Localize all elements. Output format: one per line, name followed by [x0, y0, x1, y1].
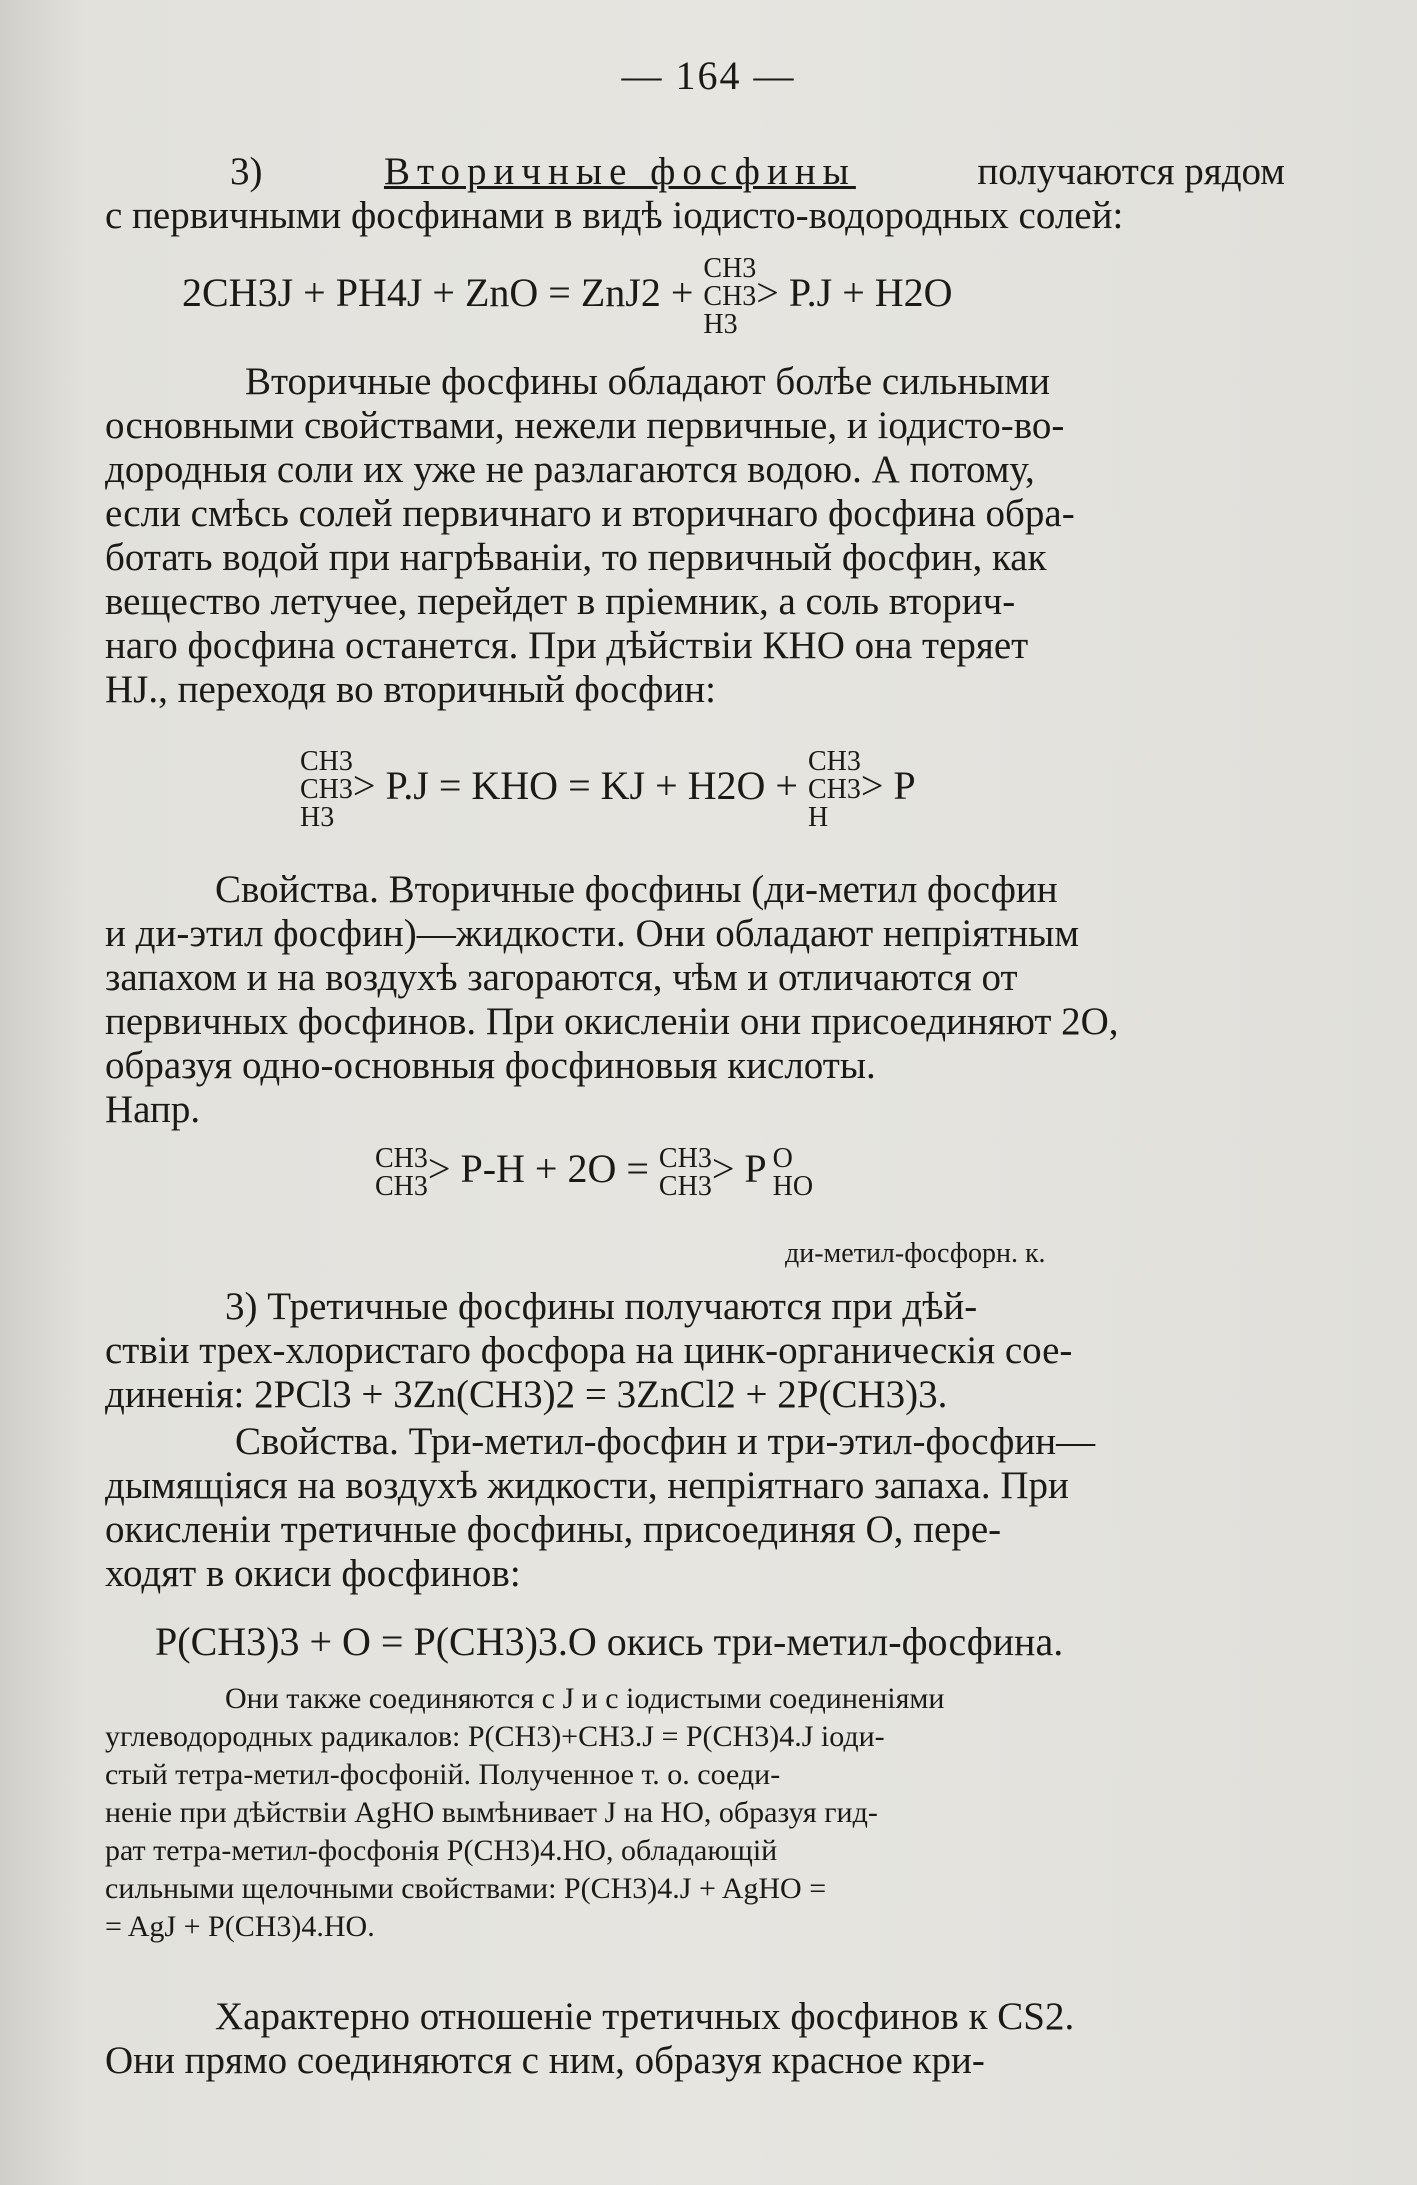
text-fragment: ствіи трех-хлористаго фосфора на цинк-органическія сое-	[105, 1329, 1073, 1372]
text-fragment: Характерно отношеніе третичных фосфинов к CS2.	[215, 1995, 1075, 2038]
text-fragment: окисленіи третичные фосфины, присоединяя О, пере-	[105, 1508, 1002, 1551]
stack-bot: H3	[300, 802, 335, 833]
stack-bot: H3	[703, 309, 738, 340]
stack-bot: CH3	[658, 1171, 712, 1202]
secondary-intro	[105, 150, 1285, 238]
text-fragment: Свойства. Три-метил-фосфин и три-этил-фосфин—	[235, 1420, 1096, 1463]
text-line	[105, 1373, 1285, 1417]
text-line	[105, 1870, 1285, 1908]
text-fragment: основными свойствами, нежели первичные, и іодисто-во-	[105, 404, 1065, 447]
formula-4: P(CH3)3 + O = P(CH3)3.O окись три-метил-фосфина.	[155, 1619, 1064, 1664]
formula-1	[182, 255, 953, 339]
text-fragment: получаются рядом	[967, 150, 1285, 193]
text-fragment: Они прямо соединяются с ним, образуя красное кри-	[105, 2039, 985, 2082]
text-line	[105, 868, 1285, 912]
text-line	[105, 404, 1285, 448]
text-line	[105, 912, 1285, 956]
tertiary-intro	[105, 1285, 1285, 1417]
text-line	[105, 150, 1285, 194]
text-line	[105, 1832, 1285, 1870]
formula-text: 2CH3J + PH4J + ZnO = ZnJ2 +	[182, 270, 704, 316]
branch-top: O	[772, 1143, 793, 1174]
text-fragment: первичных фосфинов. При окисленіи они присоединяют 2О,	[105, 1000, 1119, 1043]
text-fragment: если смѣсь солей первичнаго и вторичнаго фосфина обра-	[105, 492, 1075, 535]
text-line	[105, 1000, 1285, 1044]
stack-top: CH3	[703, 253, 757, 284]
text-line	[105, 1508, 1285, 1552]
page-number: — 164 —	[621, 53, 796, 98]
text-line	[105, 1044, 1285, 1088]
closing-paragraph	[105, 1995, 1285, 2083]
stack-bot: H	[807, 802, 829, 833]
formula-stack	[659, 1145, 712, 1201]
formula-3	[375, 1145, 813, 1201]
text-line	[105, 194, 1285, 238]
text-line	[105, 536, 1285, 580]
text-line	[105, 1420, 1285, 1464]
text-fragment: стый тетра-метил-фосфоній. Полученное т. о. соеди-	[105, 1758, 781, 1791]
text-line	[105, 1680, 1285, 1718]
text-line	[105, 1552, 1285, 1596]
text-fragment: диненія: 2PCl3 + 3Zn(CH3)2 = 3ZnCl2 + 2P(CH3)3.	[105, 1373, 948, 1416]
text-fragment: сильными щелочными свойствами: P(CH3)4.J + AgHO =	[105, 1872, 827, 1905]
text-line	[105, 1285, 1285, 1329]
formula-text: > P.J + H2O	[756, 270, 953, 316]
text-fragment: наго фосфина останется. При дѣйствіи КНО она теряет	[105, 624, 1029, 667]
text-fragment: рат тетра-метил-фосфонія P(CH3)4.HO, обладающій	[105, 1834, 778, 1867]
text-fragment: Свойства. Вторичные фосфины (ди-метил фосфин	[215, 868, 1058, 911]
branch-bot: HO	[772, 1171, 814, 1202]
text-line	[105, 1995, 1285, 2039]
formula-stack	[703, 255, 756, 339]
text-line	[105, 1088, 1285, 1132]
text-fragment: НJ., переходя во вторичный фосфин:	[105, 668, 716, 711]
text-fragment: образуя одно-основныя фосфиновыя кислоты.	[105, 1044, 876, 1087]
text-fragment: и ди-этил фосфин)—жидкости. Они обладают непріятным	[105, 912, 1080, 955]
text-line	[105, 1329, 1285, 1373]
stack-mid: CH3	[300, 774, 353, 805]
formula-text: > P	[711, 1146, 767, 1192]
text-line	[105, 360, 1285, 404]
text-fragment: 3) Третичные фосфины получаются при дѣй-	[225, 1285, 978, 1328]
stack-top: CH3	[375, 1143, 428, 1174]
text-line	[105, 2039, 1285, 2083]
text-fragment: с первичными фосфинами в видѣ іодисто-водородных солей:	[105, 194, 1124, 237]
text-line	[105, 624, 1285, 668]
text-fragment: ботать водой при нагрѣваніи, то первичный фосфин, как	[105, 536, 1047, 579]
text-line	[105, 956, 1285, 1000]
text-fragment: ходят в окиси фосфинов:	[105, 1552, 521, 1595]
text-fragment: дымящіяся на воздухѣ жидкости, непріятнаго запаха. При	[105, 1464, 1069, 1507]
text-line	[105, 492, 1285, 536]
formula-2	[300, 748, 916, 832]
secondary-properties	[105, 868, 1285, 1132]
stack-mid: CH3	[703, 281, 757, 312]
stack-mid: CH3	[807, 774, 861, 805]
text-fragment: вещество летучее, перейдет в пріемник, а соль вторич-	[105, 580, 1016, 623]
text-line	[105, 1464, 1285, 1508]
text-fragment: Они также соединяются с J и с іодистыми соединеніями	[225, 1682, 945, 1715]
text-fragment: запахом и на воздухѣ загораются, чѣм и отличаются от	[105, 956, 1018, 999]
text-line	[105, 1718, 1285, 1756]
small-print	[105, 1680, 1285, 1946]
formula-caption: ди-метил-фосфорн. к.	[785, 1238, 1046, 1269]
text-fragment: дородныя соли их уже не разлагаются водою. А потому,	[105, 448, 1035, 491]
text-fragment: неніе при дѣйствіи AgHO вымѣнивает J на HO, образуя гид-	[105, 1796, 878, 1829]
stack-bot: CH3	[375, 1171, 428, 1202]
text-fragment: углеводородных радикалов: P(CH3)+CH3.J = P(CH3)4.J іоди-	[105, 1720, 885, 1753]
text-line	[105, 1756, 1285, 1794]
text-line	[105, 448, 1285, 492]
section-heading: Вторичные фосфины	[383, 150, 856, 193]
formula-text: > P.J = KHO = KJ + H2O +	[352, 763, 808, 809]
text-fragment: Напр.	[105, 1088, 201, 1131]
text-line	[105, 1908, 1285, 1946]
formula-text: > P	[860, 763, 916, 809]
tertiary-properties	[105, 1420, 1285, 1596]
text-fragment: Вторичные фосфины обладают болѣе сильными	[245, 360, 1050, 403]
item-number: 3)	[230, 150, 273, 193]
stack-top: CH3	[807, 746, 861, 777]
formula-stack	[375, 1145, 428, 1201]
text-line	[105, 668, 1285, 712]
formula-stack	[300, 748, 353, 832]
formula-text: > P-H + 2O =	[427, 1146, 659, 1192]
formula-branch	[773, 1145, 813, 1201]
text-line	[105, 580, 1285, 624]
formula-stack	[808, 748, 861, 832]
text-line	[105, 1794, 1285, 1832]
secondary-paragraph	[105, 360, 1285, 712]
stack-top: CH3	[300, 746, 353, 777]
stack-top: CH3	[658, 1143, 712, 1174]
text-fragment: = AgJ + P(CH3)4.HO.	[105, 1910, 375, 1943]
